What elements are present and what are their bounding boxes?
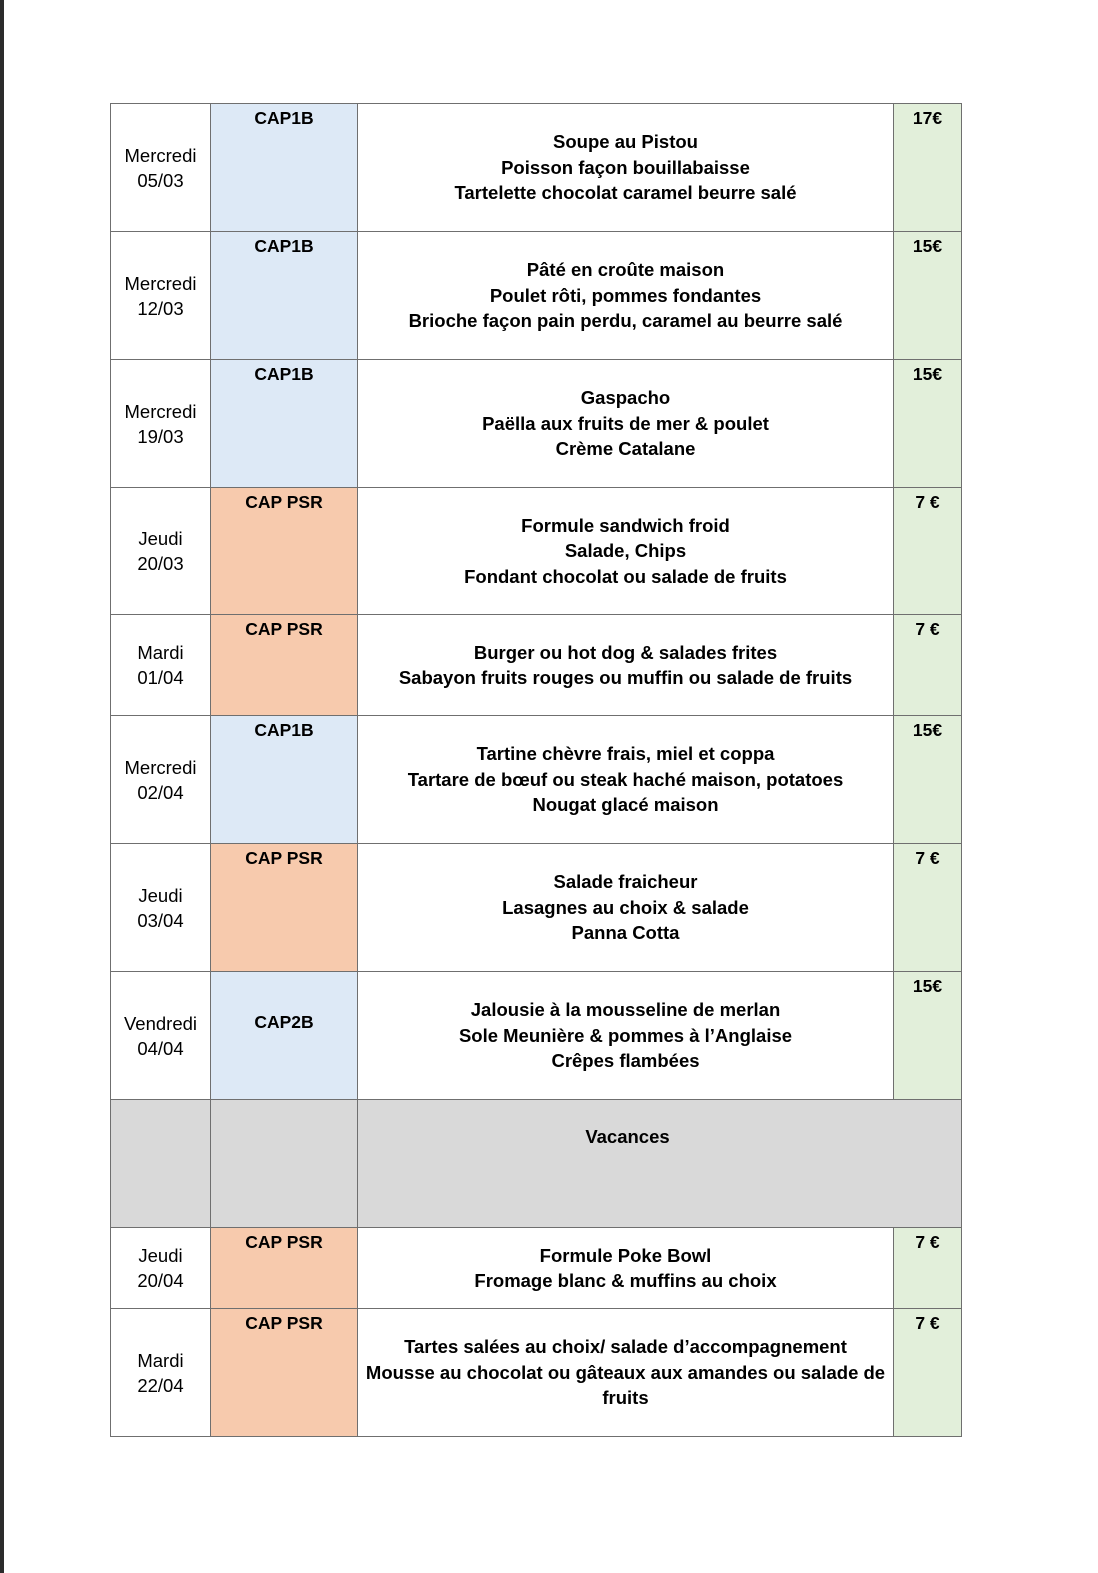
price-cell: 15€ (894, 716, 962, 844)
table-row (111, 1228, 962, 1309)
menu-line: Sabayon fruits rouges ou muffin ou salade de fruits (398, 667, 853, 688)
date-cell (111, 1309, 211, 1437)
menu-cell (358, 1228, 894, 1309)
empty-cell (211, 1100, 358, 1228)
menu-line: Crème Catalane (555, 438, 696, 460)
date-cell (111, 716, 211, 844)
date-label: 02/04 (137, 781, 184, 803)
menu-cell (358, 615, 894, 716)
date-label: 19/03 (137, 425, 184, 447)
menu-line: Mousse au chocolat ou gâteaux aux amandes ou salade de (365, 1361, 886, 1383)
date-label: 03/04 (137, 909, 184, 931)
table-row (111, 232, 962, 360)
class-cell: CAP PSR (211, 844, 358, 972)
menu-line: Salade, Chips (564, 540, 687, 562)
date-label: 20/04 (137, 1270, 184, 1291)
menu-line: Tartes salées au choix/ salade d’accompagnement (404, 1336, 847, 1358)
class-cell: CAP PSR (211, 1309, 358, 1437)
table-row (111, 844, 962, 972)
menu-line: Fondant chocolat ou salade de fruits (464, 565, 787, 587)
date-label: 04/04 (137, 1037, 184, 1059)
date-label: 20/03 (137, 553, 184, 574)
price-cell: 15€ (894, 232, 962, 360)
date-cell (111, 615, 211, 716)
menu-line: Crêpes flambées (551, 1050, 700, 1072)
day-label: Mercredi (124, 144, 197, 166)
menu-line: Fromage blanc & muffins au choix (474, 1270, 777, 1291)
menu-cell (358, 716, 894, 844)
day-label: Jeudi (138, 1245, 183, 1266)
table-row (111, 104, 962, 232)
table-row (111, 1309, 962, 1437)
day-label: Mercredi (124, 272, 197, 294)
menu-line: Pâté en croûte maison (526, 259, 725, 281)
menu-line: Sole Meunière & pommes à l’Anglaise (458, 1024, 793, 1046)
menu-cell (358, 360, 894, 488)
day-label: Mardi (137, 1349, 184, 1371)
date-cell (111, 972, 211, 1100)
class-cell: CAP PSR (211, 615, 358, 716)
class-cell: CAP PSR (211, 1228, 358, 1309)
price-cell: 7 € (894, 488, 962, 615)
price-cell: 7 € (894, 844, 962, 972)
date-cell (111, 1228, 211, 1309)
price-cell: 7 € (894, 1228, 962, 1309)
menu-line: Soupe au Pistou (553, 131, 698, 153)
table-row (111, 488, 962, 615)
menu-line: Poulet rôti, pommes fondantes (489, 284, 762, 306)
page-left-edge (0, 0, 4, 1573)
date-label: 05/03 (137, 169, 184, 191)
menu-line: Jalousie à la mousseline de merlan (470, 999, 781, 1021)
date-label: 01/04 (137, 667, 184, 688)
menu-line: Tartelette chocolat caramel beurre salé (454, 182, 797, 204)
menu-cell (358, 972, 894, 1100)
table-row (111, 972, 962, 1100)
date-label: 22/04 (137, 1374, 184, 1396)
menu-cell (358, 1309, 894, 1437)
price-cell: 15€ (894, 972, 962, 1100)
menu-cell (358, 844, 894, 972)
day-label: Mercredi (124, 756, 197, 778)
menu-line: Formule sandwich froid (521, 514, 730, 536)
price-cell: 7 € (894, 1309, 962, 1437)
class-cell: CAP1B (211, 360, 358, 488)
menu-cell (358, 232, 894, 360)
menu-line: Tartare de bœuf ou steak haché maison, potatoes (407, 768, 844, 790)
table-row (111, 615, 962, 716)
menu-cell (358, 488, 894, 615)
date-cell (111, 844, 211, 972)
menu-line: Nougat glacé maison (532, 794, 719, 816)
menu-line: fruits (602, 1387, 649, 1409)
table-row (111, 716, 962, 844)
date-cell (111, 232, 211, 360)
class-cell: CAP1B (211, 104, 358, 232)
class-cell: CAP PSR (211, 488, 358, 615)
menu-line: Brioche façon pain perdu, caramel au beurre salé (408, 310, 843, 332)
date-cell (111, 104, 211, 232)
menu-line: Formule Poke Bowl (539, 1244, 712, 1266)
date-cell (111, 360, 211, 488)
day-label: Vendredi (123, 1012, 198, 1034)
class-cell: CAP1B (211, 232, 358, 360)
menu-line: Lasagnes au choix & salade (502, 896, 749, 918)
price-cell: 17€ (894, 104, 962, 232)
table-row (111, 360, 962, 488)
day-label: Jeudi (138, 528, 183, 549)
menu-line: Panna Cotta (571, 922, 680, 944)
menu-line: Tartine chèvre frais, miel et coppa (476, 743, 775, 765)
menu-table (110, 103, 962, 1437)
vacation-label: Vacances (358, 1100, 962, 1228)
menu-cell (358, 104, 894, 232)
menu-line: Paëlla aux fruits de mer & poulet (482, 412, 769, 434)
menu-line: Burger ou hot dog & salades frites (473, 641, 778, 663)
day-label: Mardi (137, 642, 184, 663)
menu-line: Salade fraicheur (553, 871, 698, 893)
menu-line: Gaspacho (580, 387, 671, 409)
date-cell (111, 488, 211, 615)
class-label: CAP2B (254, 1012, 314, 1032)
class-cell: CAP1B (211, 716, 358, 844)
price-cell: 15€ (894, 360, 962, 488)
empty-cell (111, 1100, 211, 1228)
menu-line: Poisson façon bouillabaisse (501, 156, 750, 178)
day-label: Jeudi (138, 884, 183, 906)
vacation-row (111, 1100, 962, 1228)
class-cell (211, 972, 358, 1100)
price-cell: 7 € (894, 615, 962, 716)
date-label: 12/03 (137, 297, 184, 319)
day-label: Mercredi (124, 400, 197, 422)
